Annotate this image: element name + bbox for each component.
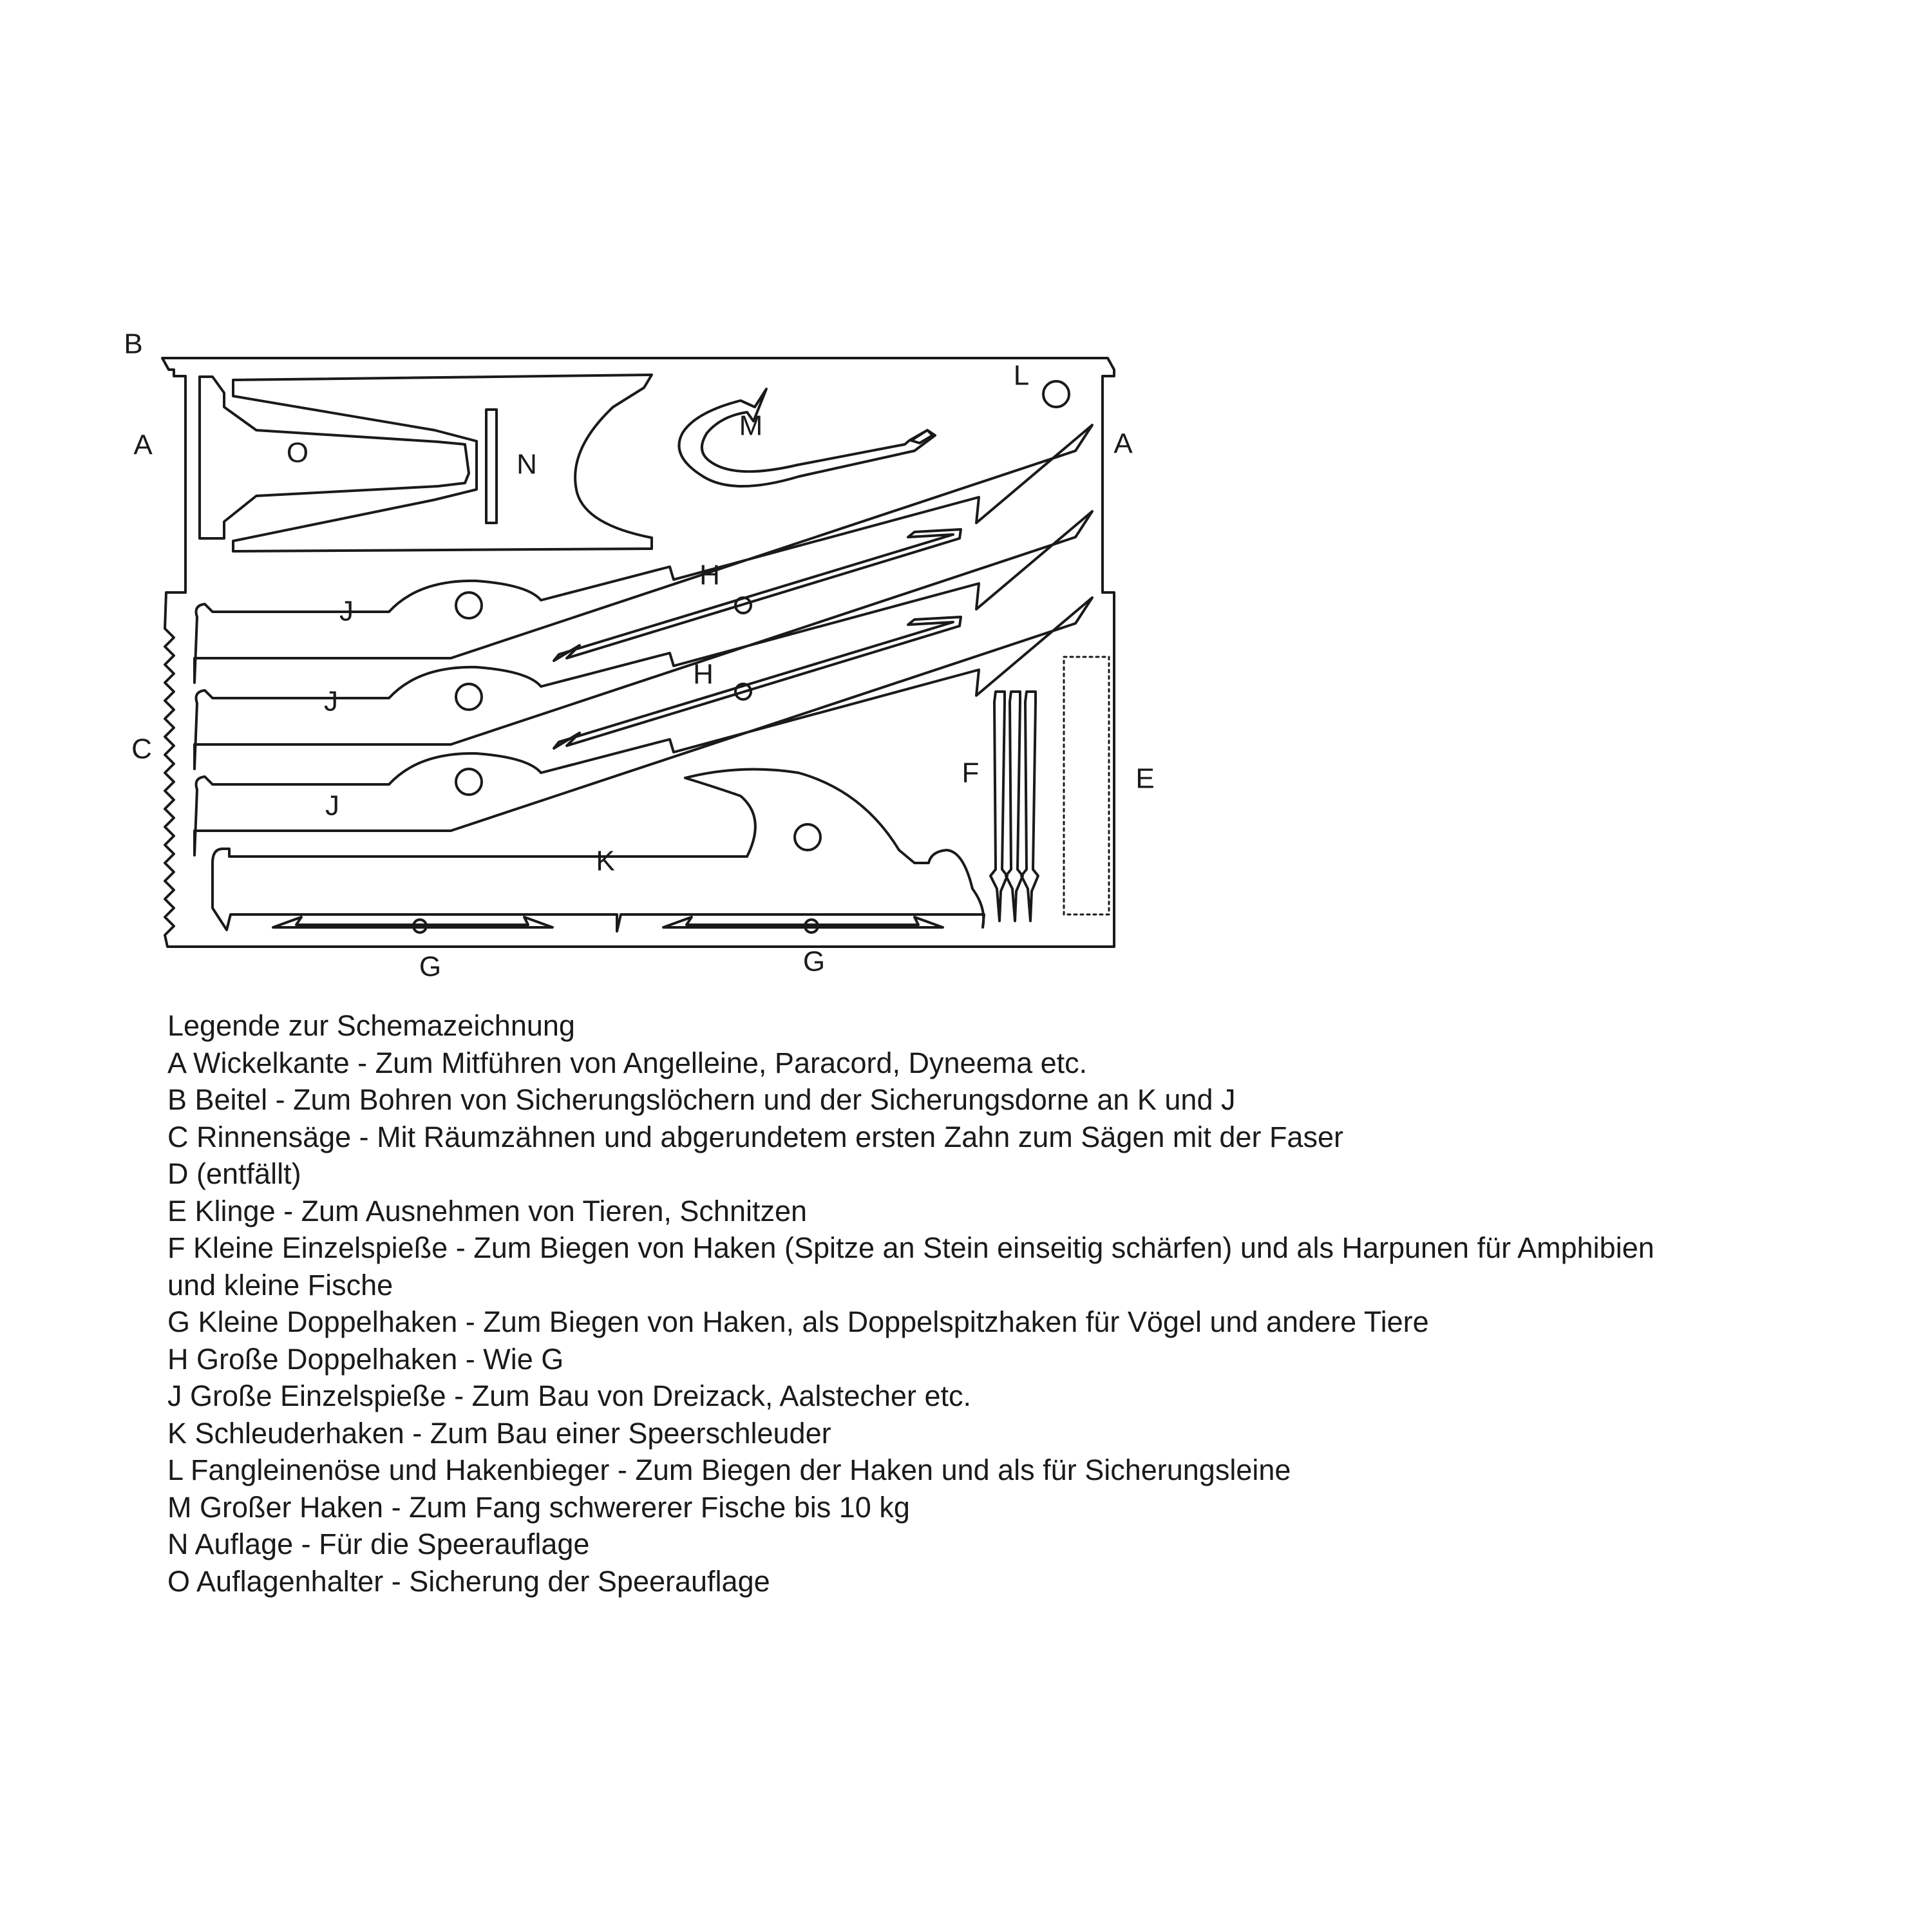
- legend-item: K Schleuderhaken - Zum Bau einer Speerschleuder: [167, 1416, 831, 1450]
- part-g-double-hooks: [273, 917, 943, 933]
- legend-item: A Wickelkante - Zum Mitführen von Angelleine, Paracord, Dyneema etc.: [167, 1046, 1088, 1079]
- legend-title: Legende zur Schemazeichnung: [167, 1009, 575, 1042]
- part-h-double-hooks: [554, 529, 961, 748]
- label-b: B: [124, 328, 143, 360]
- legend-item: J Große Einzelspieße - Zum Bau von Dreizack, Aalstecher etc.: [167, 1379, 971, 1412]
- label-g-right: G: [802, 945, 826, 978]
- label-f: F: [961, 757, 980, 789]
- label-l: L: [1013, 359, 1030, 392]
- label-h-bottom: H: [693, 658, 714, 690]
- legend-item: O Auflagenhalter - Sicherung der Speerauflage: [167, 1564, 770, 1598]
- label-k: K: [596, 845, 615, 877]
- legend-item: D (entfällt): [167, 1157, 301, 1190]
- legend-item: G Kleine Doppelhaken - Zum Biegen von Haken, als Doppelspitzhaken für Vögel und andere Tiere: [167, 1305, 1429, 1338]
- part-f-small-spears: [990, 692, 1038, 921]
- legend-item: und kleine Fische: [167, 1268, 393, 1302]
- label-c: C: [131, 733, 152, 765]
- label-a-right: A: [1113, 428, 1133, 460]
- label-n: N: [516, 448, 537, 480]
- legend-item: N Auflage - Für die Speerauflage: [167, 1528, 590, 1560]
- label-a-left: A: [133, 429, 153, 461]
- legend-item: H Große Doppelhaken - Wie G: [167, 1342, 564, 1376]
- part-o-holder: [200, 377, 469, 538]
- label-j-2: J: [324, 685, 338, 717]
- legend-item: C Rinnensäge - Mit Räumzähnen und abgerundetem ersten Zahn zum Sägen mit der Faser: [167, 1120, 1343, 1153]
- part-l-eyelet: [1043, 381, 1069, 407]
- label-m: M: [739, 410, 763, 442]
- legend: [167, 1007, 1842, 1600]
- label-o: O: [286, 437, 309, 469]
- part-n-rest: [486, 410, 497, 523]
- label-j-3: J: [325, 790, 339, 822]
- legend-item: B Beitel - Zum Bohren von Sicherungslöchern und der Sicherungsdorne an K und J: [167, 1083, 1236, 1116]
- legend-item: L Fangleinenöse und Hakenbieger - Zum Biegen der Haken und als für Sicherungsleine: [167, 1454, 1291, 1486]
- legend-item: E Klinge - Zum Ausnehmen von Tieren, Schnitzen: [167, 1194, 808, 1227]
- label-e: E: [1135, 762, 1155, 795]
- part-k-hole: [795, 824, 820, 850]
- part-m-hook: [679, 389, 935, 486]
- legend-item: F Kleine Einzelspieße - Zum Biegen von Haken (Spitze an Stein einseitig schärfen) und als Harpunen für Amphibien: [167, 1231, 1654, 1264]
- legend-item: M Großer Haken - Zum Fang schwererer Fische bis 10 kg: [167, 1490, 910, 1524]
- label-h-top: H: [699, 559, 720, 591]
- part-e-blade: [1064, 657, 1109, 914]
- label-j-1: J: [339, 595, 354, 627]
- label-g-left: G: [419, 951, 442, 983]
